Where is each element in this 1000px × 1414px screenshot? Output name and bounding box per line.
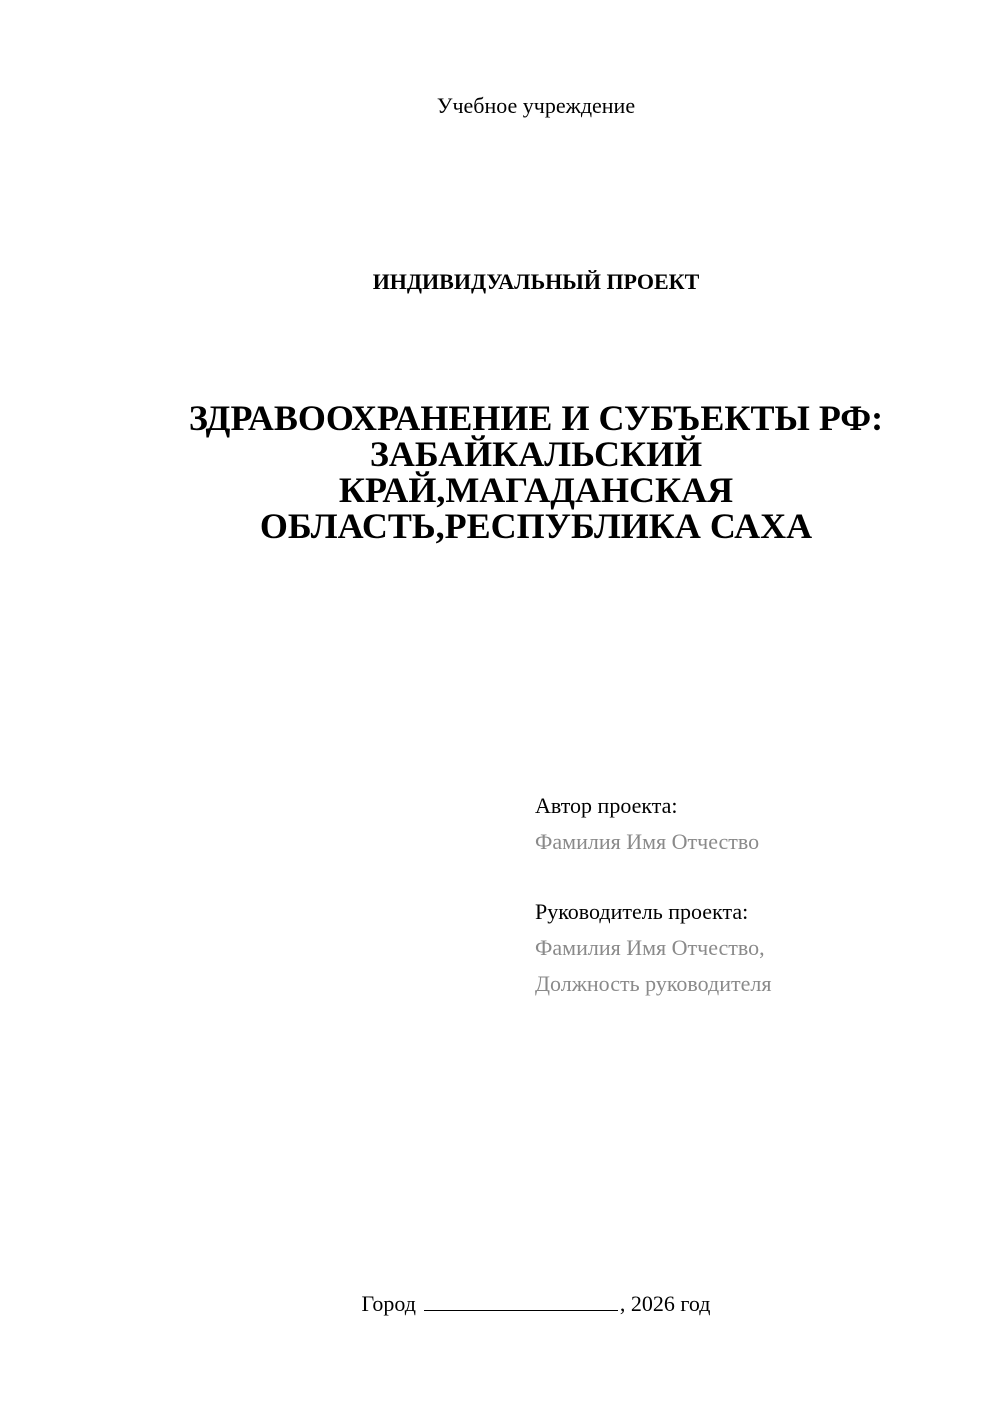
city-label: Город — [361, 1291, 416, 1316]
document-type: ИНДИВИДУАЛЬНЫЙ ПРОЕКТ — [372, 269, 700, 294]
author-name: Фамилия Имя Отчество — [535, 829, 760, 854]
supervisor-position: Должность руководителя — [535, 971, 772, 996]
credits-block — [535, 788, 955, 1002]
supervisor-name: Фамилия Имя Отчество, — [535, 935, 765, 960]
year-text: , 2026 год — [619, 1291, 711, 1316]
credits-spacer — [535, 860, 955, 894]
title-line-2: ЗАБАЙКАЛЬСКИЙ — [369, 434, 703, 474]
title-line-1: ЗДРАВООХРАНЕНИЕ И СУБЪЕКТЫ РФ: — [188, 398, 884, 438]
title-line-3: КРАЙ,МАГАДАНСКАЯ — [338, 470, 734, 510]
city-blank-line — [424, 1290, 618, 1311]
city-year-line — [0, 1290, 1000, 1318]
document-title — [0, 400, 1000, 544]
title-line-4: ОБЛАСТЬ,РЕСПУБЛИКА САХА — [259, 506, 813, 546]
author-label: Автор проекта: — [535, 793, 678, 818]
institution-name: Учебное учреждение — [436, 93, 636, 118]
supervisor-label: Руководитель проекта: — [535, 899, 749, 924]
